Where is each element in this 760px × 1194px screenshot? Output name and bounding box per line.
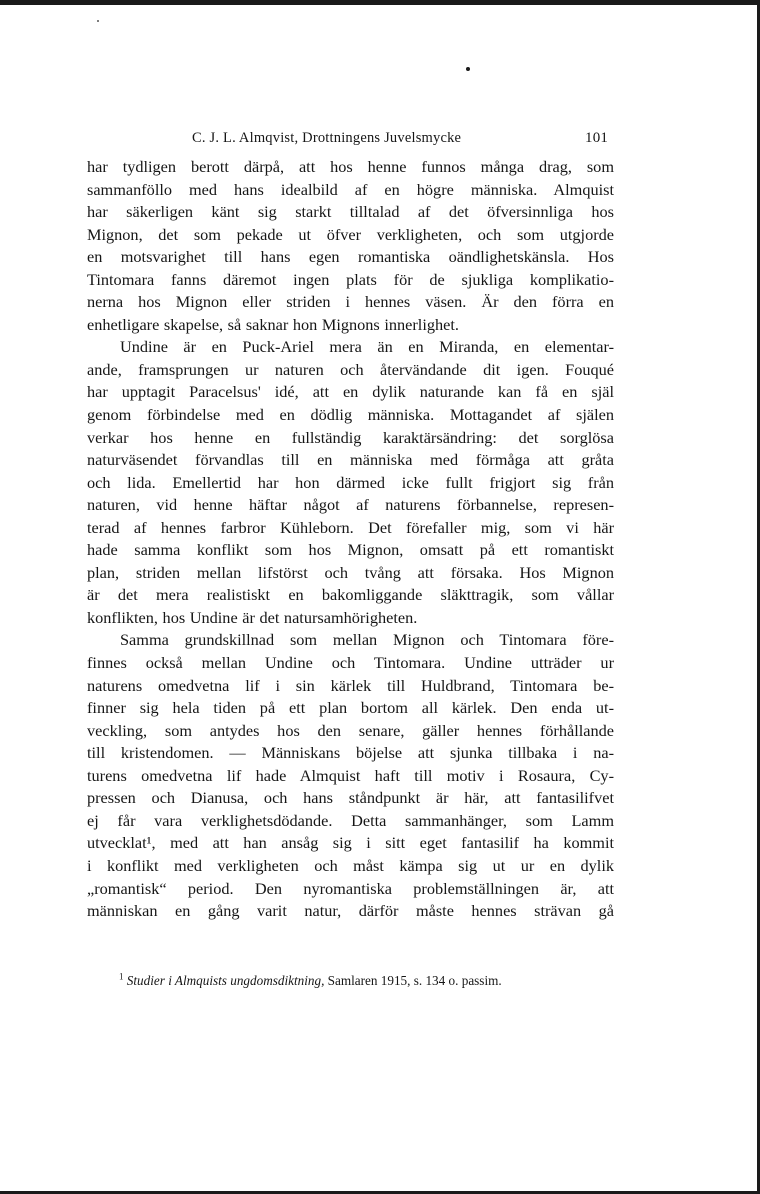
text-line: turens omedvetna lif hade Almquist haft till motiv i Rosaura, Cy- bbox=[87, 765, 614, 785]
footnote bbox=[119, 972, 619, 990]
text-line: ande, framsprungen ur naturen och återvändande dit igen. Fouqué bbox=[87, 359, 614, 379]
text-line: människan en gång varit natur, därför måste hennes strävan gå bbox=[87, 901, 614, 921]
page-number: 101 bbox=[585, 130, 609, 146]
text-line: ej får vara verklighetsdödande. Detta sammanhänger, som Lamm bbox=[87, 810, 614, 830]
text-line: har upptagit Paracelsus' idé, att en dylik naturande kan få en själ bbox=[87, 382, 614, 402]
footnote-marker: 1 bbox=[119, 971, 124, 982]
text-line: pressen och Dianusa, och hans ståndpunkt är här, att fantasilifvet bbox=[87, 788, 614, 808]
text-line: finner sig hela tiden på ett plan bortom all kärlek. Den enda ut- bbox=[87, 698, 614, 718]
text-line: naturens omedvetna lif i sin kärlek till Huldbrand, Tintomara be- bbox=[87, 675, 614, 695]
text-line: hade samma konflikt som hos Mignon, omsatt på ett romantiskt bbox=[87, 540, 614, 560]
text-line: naturväsendet förvandlas till en människa med förmåga att gråta bbox=[87, 450, 614, 470]
body-text bbox=[87, 156, 614, 923]
text-line: utvecklat¹, med att han ansåg sig i sitt eget fantasilif ha kommit bbox=[87, 833, 614, 853]
text-line: enhetligare skapelse, så saknar hon Mignons innerlighet. bbox=[87, 314, 459, 334]
text-line: veckling, som antydes hos den senare, gäller hennes förhållande bbox=[87, 720, 614, 740]
text-line: nerna hos Mignon eller striden i hennes väsen. Är den förra en bbox=[87, 292, 614, 312]
running-head bbox=[0, 130, 760, 150]
footnote-rest: Samlaren 1915, s. 134 o. passim. bbox=[327, 973, 502, 988]
ink-speck bbox=[466, 67, 470, 71]
text-line: Samma grundskillnad som mellan Mignon och Tintomara före- bbox=[120, 630, 614, 650]
text-line: Undine är en Puck-Ariel mera än en Miranda, en elementar- bbox=[120, 337, 614, 357]
text-line: har säkerligen känt sig starkt tilltalad af det öfversinnliga hos bbox=[87, 202, 614, 222]
text-line: terad af hennes farbror Kühleborn. Det förefaller mig, som vi här bbox=[87, 517, 614, 537]
text-line: konflikten, hos Undine är det natursamhörigheten. bbox=[87, 607, 418, 627]
text-line: har tydligen berott därpå, att hos henne funnos många drag, som bbox=[87, 157, 614, 176]
text-line: till kristendomen. — Människans böjelse att sjunka tillbaka i na- bbox=[87, 743, 614, 763]
text-line: och lida. Emellertid har hon därmed icke fullt frigjort sig från bbox=[87, 472, 614, 492]
text-line: finnes också mellan Undine och Tintomara. Undine utträder ur bbox=[87, 653, 614, 673]
text-line: en motsvarighet till hans egen romantiska oändlighetskänsla. Hos bbox=[87, 247, 614, 267]
footnote-title: Studier i Almquists ungdomsdiktning, bbox=[126, 973, 325, 988]
text-line: „romantisk“ period. Den nyromantiska problemställningen är, att bbox=[87, 878, 614, 898]
text-line: Tintomara fanns däremot ingen plats för de sjukliga komplikatio- bbox=[87, 269, 614, 289]
text-line: plan, striden mellan lifstörst och tvång att försaka. Hos Mignon bbox=[87, 562, 614, 582]
text-line: i konflikt med verkligheten och måst kämpa sig ut ur en dylik bbox=[87, 855, 614, 875]
scan-border-top bbox=[0, 0, 760, 5]
text-line: sammanföllo med hans idealbild af en högre människa. Almquist bbox=[87, 179, 614, 199]
text-line: genom förbindelse med en dödlig människa. Mottagandet af själen bbox=[87, 405, 614, 425]
text-line: är det mera realistiskt en bakomliggande släkttragik, som vållar bbox=[87, 585, 614, 605]
text-line: Mignon, det som pekade ut öfver verkligheten, och som utgjorde bbox=[87, 224, 614, 244]
running-title: C. J. L. Almqvist, Drottningens Juvelsmycke bbox=[192, 130, 462, 146]
text-line: naturen, vid henne häftar något af naturens förbannelse, represen- bbox=[87, 495, 614, 515]
ink-speck-small bbox=[97, 20, 99, 22]
text-line: verkar hos henne en fullständig karaktärsändring: det sorglösa bbox=[87, 427, 614, 447]
